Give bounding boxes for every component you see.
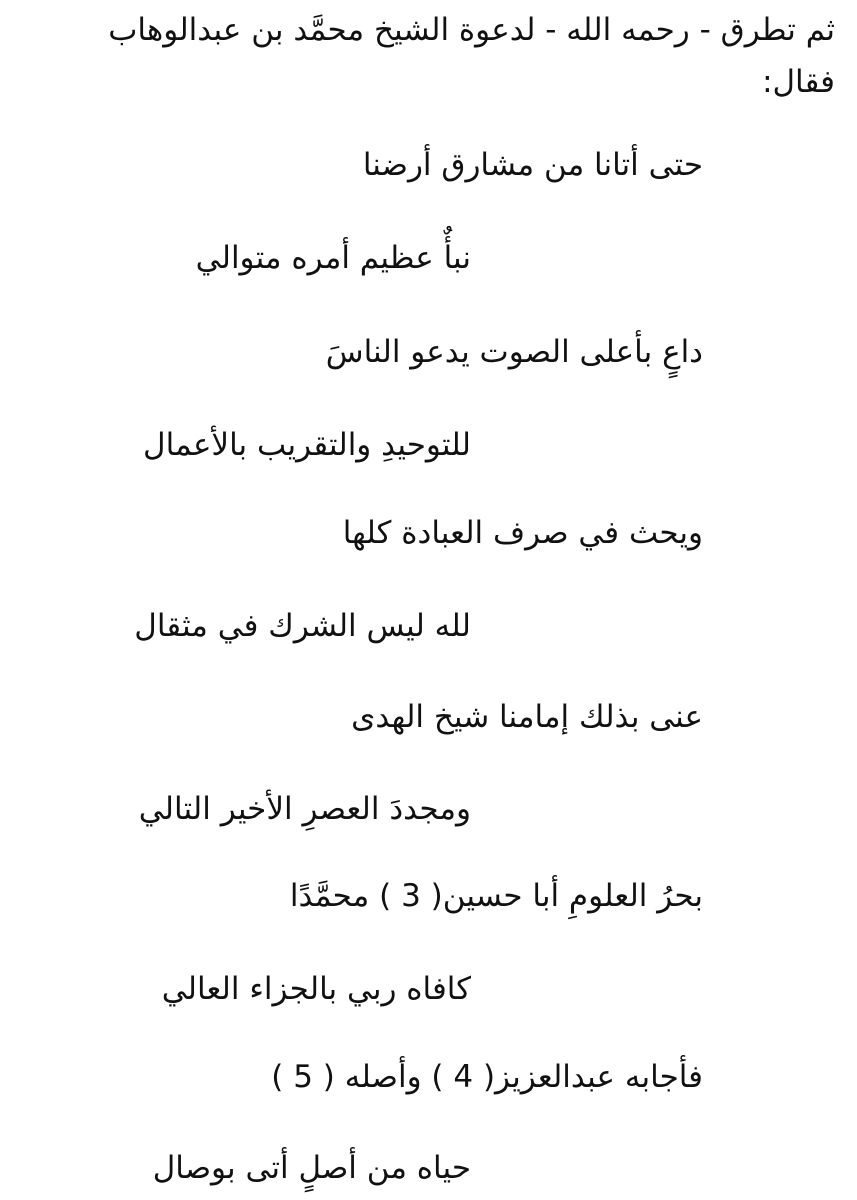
verse-line-12: حياه من أصلٍ أتى بوصال [152,1150,471,1186]
intro-line-2: فقال: [762,64,835,100]
verse-line-9: بحرُ العلومِ أبا حسين( 3 ) محمَّدًا [289,878,703,914]
verse-line-6: لله ليس الشرك في مثقال [134,608,471,644]
verse-line-3: داعٍ بأعلى الصوت يدعو الناسَ [325,334,703,370]
verse-line-2: نبأٌ عظيم أمره متوالي [195,240,471,276]
intro-line-1: ثم تطرق - رحمه الله - لدعوة الشيخ محمَّد بن عبدالوهاب [108,12,835,48]
verse-line-7: عنى بذلك إمامنا شيخ الهدى [351,699,703,735]
verse-line-1: حتى أتانا من مشارق أرضنا [362,147,703,183]
verse-line-5: ويحث في صرف العبادة كلها [342,515,703,551]
verse-line-4: للتوحيدِ والتقريب بالأعمال [143,427,471,463]
verse-line-11: فأجابه عبدالعزيز( 4 ) وأصله ( 5 ) [271,1059,703,1095]
verse-line-8: ومجددَ العصرِ الأخير التالي [138,791,471,827]
verse-line-10: كافاه ربي بالجزاء العالي [161,971,471,1007]
intro-paragraph [20,4,835,108]
